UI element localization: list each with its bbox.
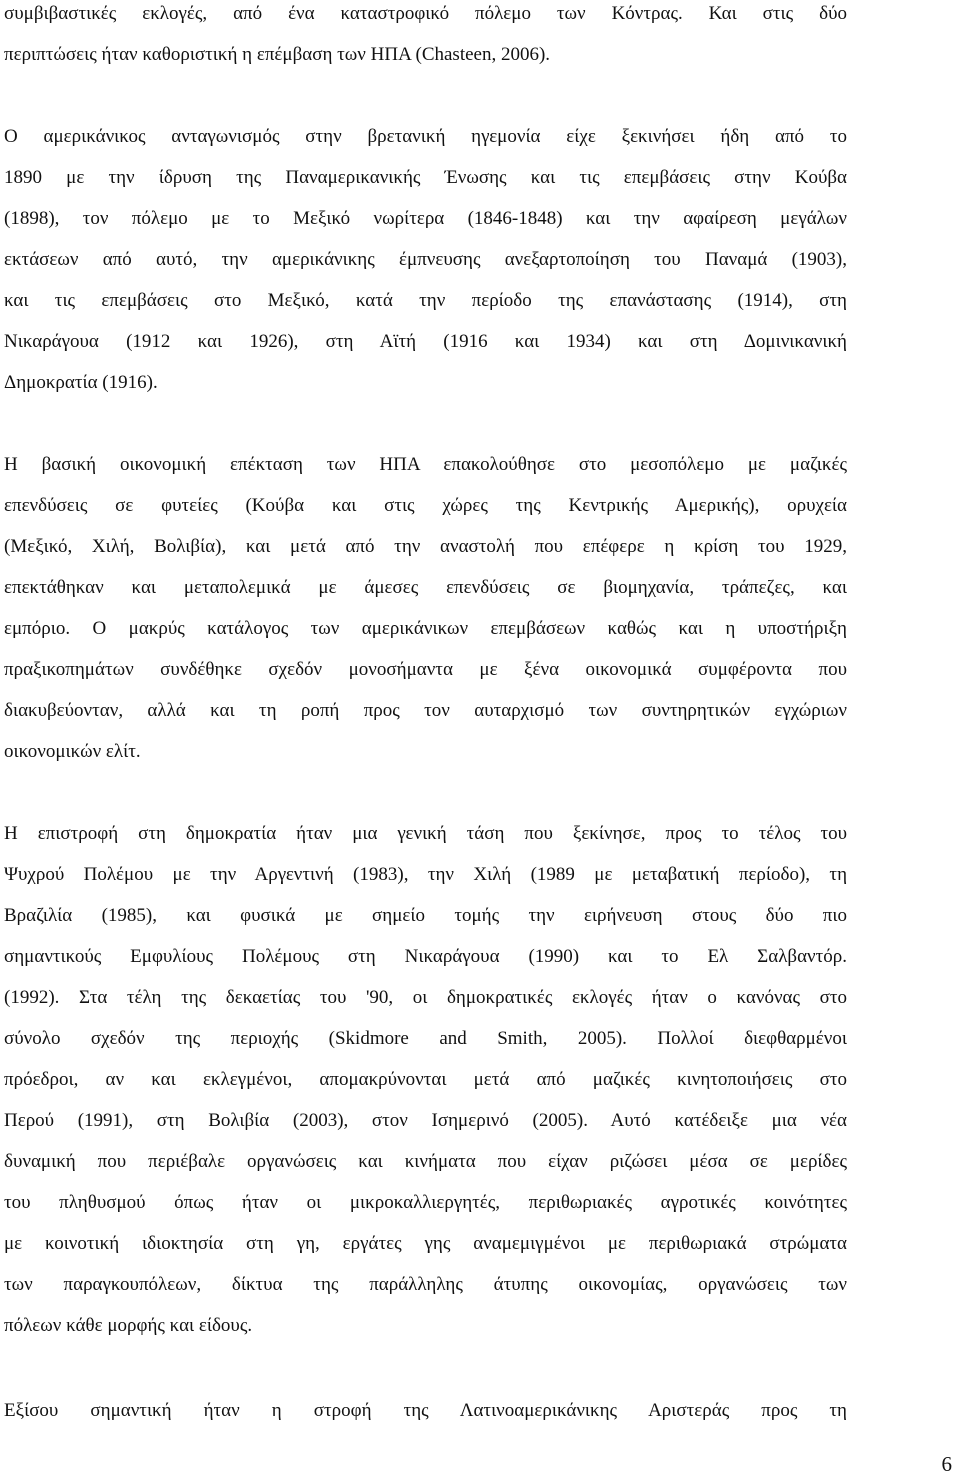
text-line: του πληθυσμού όπως ήταν οι μικροκαλλιεργητές, περιθωριακές αγροτικές κοινότητες bbox=[4, 1192, 847, 1213]
text-line: Περού (1991), στη Βολιβία (2003), στον Ισημερινό (2005). Αυτό κατέδειξε μια νέα bbox=[4, 1110, 847, 1131]
text-line: επεκτάθηκαν και μεταπολεμικά με άμεσες επενδύσεις σε βιομηχανία, τράπεζες, και bbox=[4, 577, 847, 598]
text-line: σημαντικούς Εμφυλίους Πολέμους στη Νικαράγουα (1990) και το Ελ Σαλβαντόρ. bbox=[4, 946, 847, 967]
text-line: Η βασική οικονομική επέκταση των ΗΠΑ επακολούθησε στο μεσοπόλεμο με μαζικές bbox=[4, 454, 847, 475]
text-line: περιπτώσεις ήταν καθοριστική η επέμβαση των ΗΠΑ (Chasteen, 2006). bbox=[4, 44, 551, 65]
text-line: Ο αμερικάνικος ανταγωνισμός στην βρετανική ηγεμονία είχε ξεκινήσει ήδη από το bbox=[4, 126, 847, 147]
text-line: οικονομικών ελίτ. bbox=[4, 741, 141, 762]
text-line: πρόεδροι, αν και εκλεγμένοι, απομακρύνονται μετά από μαζικές κινητοποιήσεις στο bbox=[4, 1069, 847, 1090]
text-line: διακυβεύονταν, αλλά και τη ροπή προς τον αυταρχισμό των συντηρητικών εγχώριων bbox=[4, 700, 847, 721]
text-line: Δημοκρατία (1916). bbox=[4, 372, 158, 393]
text-line: Εξίσου σημαντική ήταν η στροφή της Λατινοαμερικάνικης Αριστεράς προς τη bbox=[4, 1400, 847, 1421]
page-number: 6 bbox=[941, 1452, 952, 1476]
text-line: και τις επεμβάσεις στο Μεξικό, κατά την περίοδο της επανάστασης (1914), στη bbox=[4, 290, 847, 311]
text-line: επενδύσεις σε φυτείες (Κούβα και στις χώρες της Κεντρικής Αμερικής), ορυχεία bbox=[4, 495, 847, 516]
paragraph-4 bbox=[4, 813, 847, 1346]
paragraph-1 bbox=[4, 0, 847, 75]
text-line: (Μεξικό, Χιλή, Βολιβία), και μετά από την αναστολή που επέφερε η κρίση του 1929, bbox=[4, 536, 847, 557]
text-line: Βραζιλία (1985), και φυσικά με σημείο τομής την ειρήνευση στους δύο πιο bbox=[4, 905, 847, 926]
text-line: δυναμική που περιέβαλε οργανώσεις και κινήματα που είχαν ριζώσει μέσα σε μερίδες bbox=[4, 1151, 847, 1172]
text-line: πόλεων κάθε μορφής και είδους. bbox=[4, 1315, 253, 1336]
text-line: Νικαράγουα (1912 και 1926), στη Αϊτή (1916 και 1934) και στη Δομινικανική bbox=[4, 331, 847, 352]
text-line: συμβιβαστικές εκλογές, από ένα καταστροφικό πόλεμο των Κόντρας. Και στις δύο bbox=[4, 3, 847, 24]
text-line: εμπόριο. Ο μακρύς κατάλογος των αμερικάνικων επεμβάσεων καθώς και η υποστήριξη bbox=[4, 618, 847, 639]
text-line: εκτάσεων από αυτό, την αμερικάνικης έμπνευσης ανεξαρτοποίηση του Παναμά (1903), bbox=[4, 249, 847, 270]
paragraph-3 bbox=[4, 444, 847, 772]
text-line: (1898), τον πόλεμο με το Μεξικό νωρίτερα (1846-1848) και την αφαίρεση μεγάλων bbox=[4, 208, 847, 229]
text-line: Ψυχρού Πολέμου με την Αργεντινή (1983), την Χιλή (1989 με μεταβατική περίοδο), τη bbox=[4, 864, 847, 885]
text-line: με κοινοτική ιδιοκτησία στη γη, εργάτες γης αναμεμιγμένοι με περιθωριακά στρώματα bbox=[4, 1233, 847, 1254]
text-line: σύνολο σχεδόν της περιοχής (Skidmore and Smith, 2005). Πολλοί διεφθαρμένοι bbox=[4, 1028, 847, 1049]
text-line: πραξικοπημάτων συνδέθηκε σχεδόν μονοσήμαντα με ξένα οικονομικά συμφέροντα που bbox=[4, 659, 847, 680]
text-line: των παραγκουπόλεων, δίκτυα της παράλληλης άτυπης οικονομίας, οργανώσεις των bbox=[4, 1274, 847, 1295]
text-line: 1890 με την ίδρυση της Παναμερικανικής Ένωσης και τις επεμβάσεις στην Κούβα bbox=[4, 167, 847, 188]
paragraph-2 bbox=[4, 116, 847, 403]
text-line: Η επιστροφή στη δημοκρατία ήταν μια γενική τάση που ξεκίνησε, προς το τέλος του bbox=[4, 823, 847, 844]
text-line: (1992). Στα τέλη της δεκαετίας του '90, οι δημοκρατικές εκλογές ήταν ο κανόνας στο bbox=[4, 987, 847, 1008]
paragraph-5 bbox=[4, 1390, 847, 1431]
